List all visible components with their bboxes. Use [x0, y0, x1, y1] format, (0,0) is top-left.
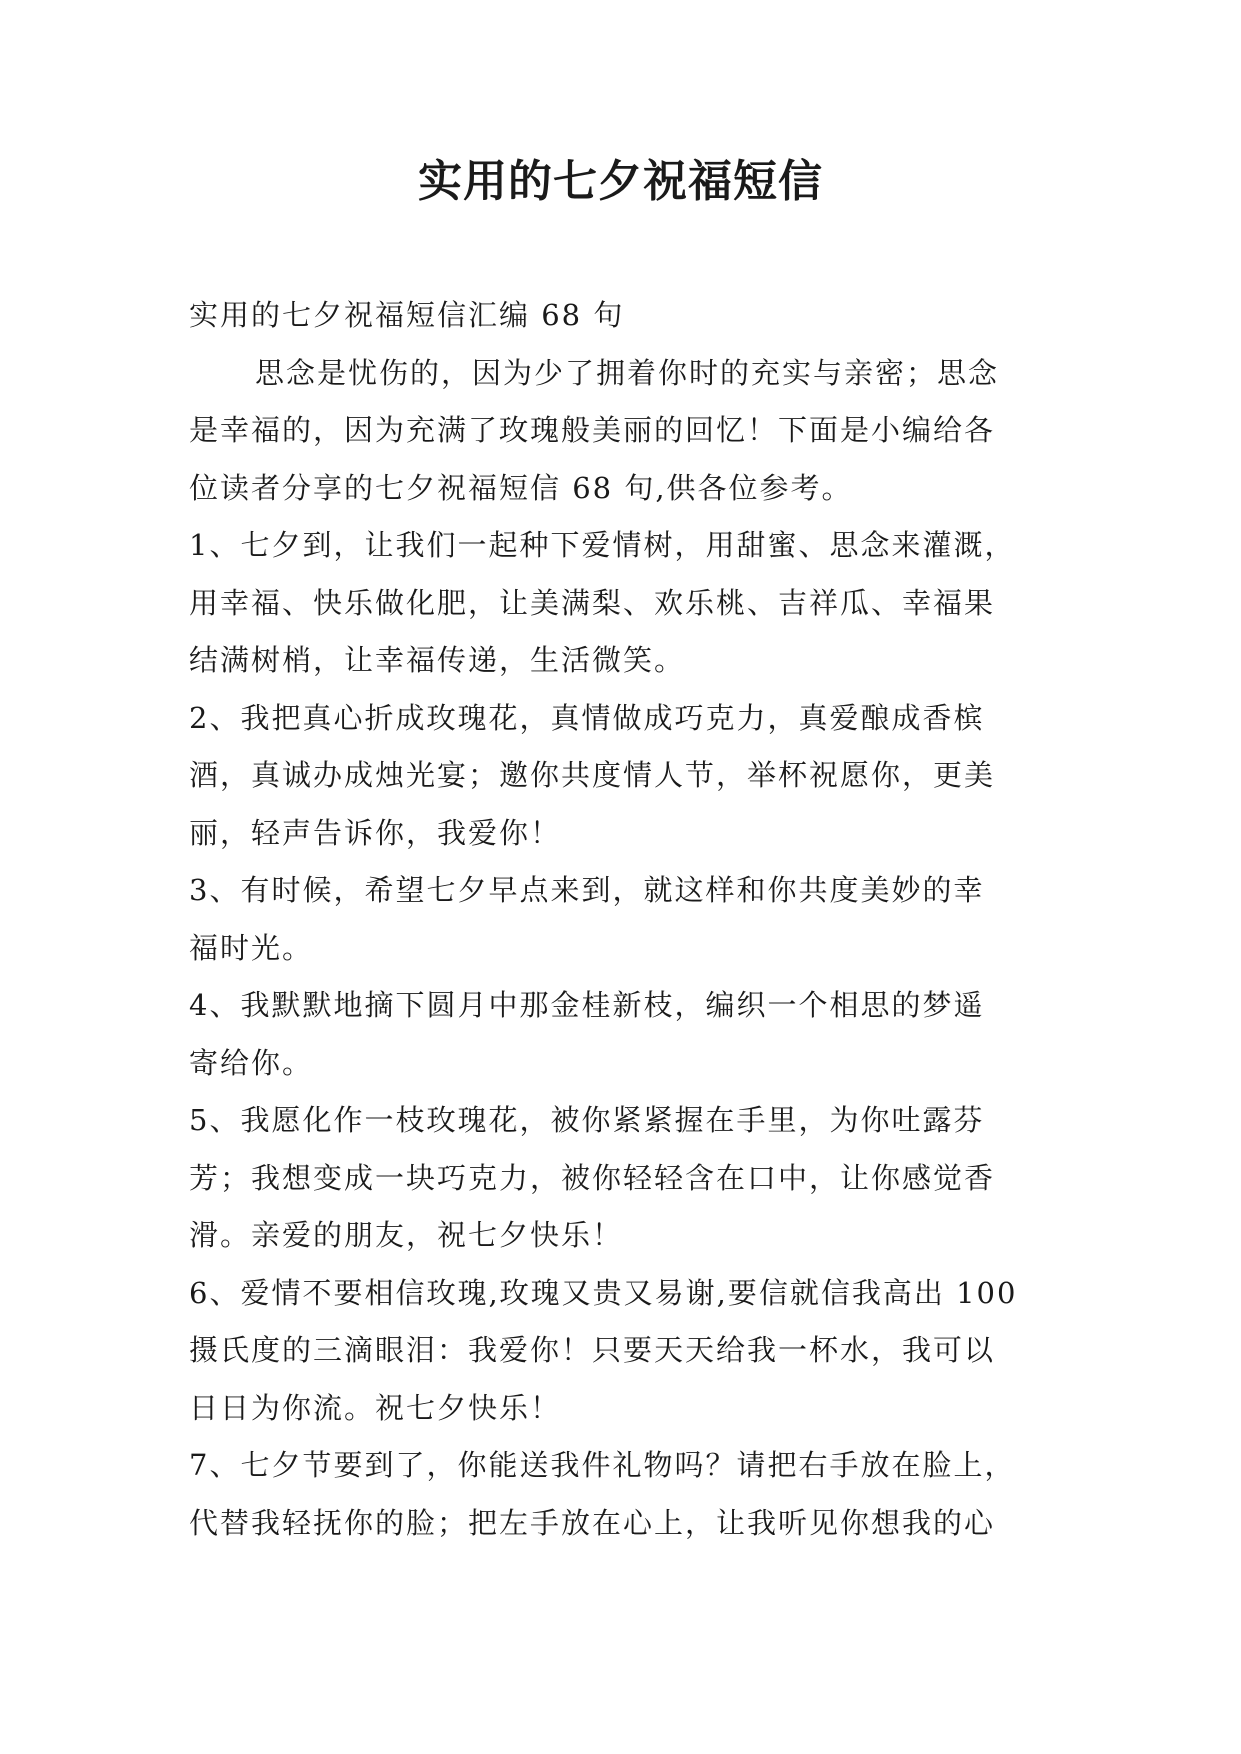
message-3-line: 福时光。 [189, 930, 314, 965]
subtitle-line: 实用的七夕祝福短信汇编 68 句 [189, 298, 625, 332]
message-1-line: 结满树梢，让幸福传递，生活微笑。 [189, 643, 686, 677]
message-2-line: 丽，轻声告诉你，我爱你！ [189, 815, 562, 850]
intro-line: 位读者分享的七夕祝福短信 68 句,供各位参考。 [189, 470, 853, 505]
message-6-line: 摄氏度的三滴眼泪：我爱你！只要天天给我一杯水，我可以 [189, 1333, 996, 1367]
message-4-line: 寄给你。 [189, 1045, 314, 1080]
message-1-line: 1、七夕到，让我们一起种下爱情树，用甜蜜、思念来灌溉， [189, 528, 1016, 562]
message-2-line: 2、我把真心折成玫瑰花，真情做成巧克力，真爱酿成香槟 [189, 700, 985, 735]
message-7-line: 代替我轻抚你的脸；把左手放在心上，让我听见你想我的心 [189, 1505, 996, 1540]
message-4-line: 4、我默默地摘下圆月中那金桂新枝，编织一个相思的梦遥 [189, 988, 985, 1022]
message-6-line: 日日为你流。祝七夕快乐！ [189, 1390, 562, 1425]
message-5-line: 5、我愿化作一枝玫瑰花，被你紧紧握在手里，为你吐露芬 [189, 1103, 985, 1137]
document-body [189, 287, 1061, 1552]
intro-line: 是幸福的，因为充满了玫瑰般美丽的回忆！下面是小编给各 [189, 413, 996, 447]
document-title: 实用的七夕祝福短信 [418, 156, 823, 207]
message-5-line: 芳；我想变成一块巧克力，被你轻轻含在口中，让你感觉香 [189, 1160, 996, 1195]
message-5-line: 滑。亲爱的朋友，祝七夕快乐！ [189, 1218, 624, 1252]
message-1-line: 用幸福、快乐做化肥，让美满梨、欢乐桃、吉祥瓜、幸福果 [189, 585, 996, 620]
intro-line: 思念是忧伤的，因为少了拥着你时的充实与亲密；思念 [255, 355, 1000, 390]
message-3-line: 3、有时候，希望七夕早点来到，就这样和你共度美妙的幸 [189, 873, 985, 907]
message-7-line: 7、七夕节要到了，你能送我件礼物吗？请把右手放在脸上， [189, 1448, 1016, 1482]
message-6-line: 6、爱情不要相信玫瑰,玫瑰又贵又易谢,要信就信我高出 100 [189, 1275, 1018, 1310]
message-2-line: 酒，真诚办成烛光宴；邀你共度情人节，举杯祝愿你，更美 [189, 758, 996, 792]
